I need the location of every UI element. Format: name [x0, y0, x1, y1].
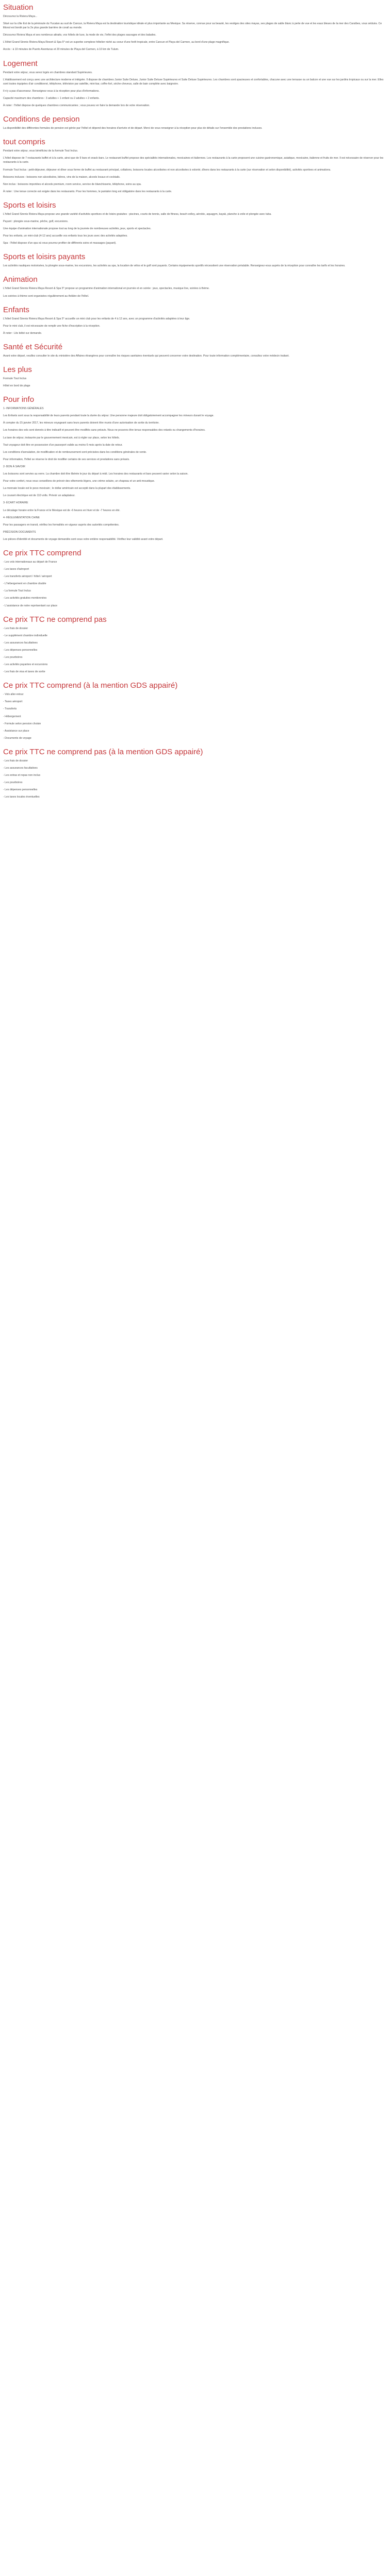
section-paragraph: 4- RÈGLEMENTATION CHINE [3, 516, 40, 519]
section-paragraph: À noter : l'hôtel dispose de quelques chambres communicantes ; vous pouvez en faire la demande lors de votre réservation. [3, 104, 150, 108]
section-paragraph: - La formule Tout Inclus [3, 589, 31, 593]
section-title: Ce prix TTC ne comprend pas (à la mention GDS appairé) [3, 747, 203, 756]
section-paragraph: - Les taxes d'aéroport [3, 568, 29, 571]
section-paragraph: Pour les passagers en transit, vérifiez les formalités en vigueur auprès des autorités compétentes. [3, 523, 120, 527]
section-paragraph: Tout voyageur doit être en possession d'un passeport valide au moins 6 mois après la date de retour. [3, 443, 123, 447]
section-paragraph: - Les vols internationaux au départ de France [3, 560, 57, 564]
section-paragraph: Les soirées à thème sont organisées régulièrement au théâtre de l'hôtel. [3, 294, 89, 298]
section-paragraph: Payant : plongée sous-marine, pêche, golf, excursions. [3, 219, 69, 223]
section-paragraph: - Les assurances facultatives [3, 641, 38, 645]
section-paragraph: Les boissons sont servies au verre. La chambre doit être libérée le jour du départ à midi. Les horaires des restaurants et bars peuvent varier selon la saison. [3, 472, 188, 476]
section-paragraph: - Les frais de dossier [3, 626, 28, 630]
section-paragraph: - Hébergement [3, 715, 21, 718]
section-paragraph: - Documents de voyage [3, 736, 31, 740]
section-paragraph: Accès : à 10 minutes de Puerto Aventuras et 20 minutes de Playa del Carmen, à 10 km de Tulum. [3, 48, 119, 52]
section-paragraph: Situé sur la côte Est de la péninsule du Yucatan au sud de Cancun, la Riviera Maya est la destination touristique idéale et plus importante au Mexique. Sa réserve, connue pour sa beauté, les vestiges des sites mayas, ses plages de sable blanc à perte de vue et les eaux bleues de la mer des Caraïbes, vous séduira. Ce littoral est bordé par la 2e plus grande barrière de corail au monde. [3, 22, 382, 30]
section-paragraph: - Les activités payantes et excursions [3, 663, 48, 667]
section-paragraph: Découvrez la Riviera Maya... [3, 15, 38, 18]
section-paragraph: Pendant votre séjour, vous serez logés en chambres standard Supérieures. [3, 71, 93, 74]
section-paragraph: 2- BON À SAVOIR [3, 465, 25, 468]
section-paragraph: - Vols aller-retour [3, 693, 24, 697]
section-paragraph: Pour information, l'hôtel se réserve le droit de modifier certains de ses services et prestations sans préavis. [3, 457, 130, 461]
section-title: Ce prix TTC comprend [3, 548, 82, 557]
section-title: Animation [3, 275, 38, 284]
section-paragraph: - Taxes aéroport [3, 700, 23, 704]
section-paragraph: - Les extras et repas non inclus [3, 774, 41, 777]
section-title: Santé et Sécurité [3, 342, 63, 351]
section-paragraph: PRÉCISION DOCUMENTS [3, 530, 36, 534]
section-title: Conditions de pension [3, 115, 80, 124]
section-title: Sports et loisirs [3, 200, 56, 210]
section-paragraph: Les horaires des vols sont donnés à titre indicatif et peuvent être modifiés sans préavis. Nous ne pouvons être tenus responsables des retards ou changements d'horaires. [3, 429, 206, 432]
section-title: Sports et loisirs payants [3, 252, 86, 262]
section-paragraph: Formule Tout Inclus : petit-déjeuner, déjeuner et dîner sous forme de buffet au restaurant principal, collations, boissons locales alcoolisées et non alcoolisées à volonté, dîners dans les restaurants à la carte (sur réservation et selon disponibilité), activités sportives et animations. [3, 168, 331, 172]
section-paragraph: L'établissement est conçu avec une architecture moderne et intégrée. Il dispose de chambres Junior Suite Deluxe, Junior Suite Deluxe Supérieures et Suite Deluxe Supérieures. Les chambres sont spacieuses et confortables, chacune avec une terrasse ou un balcon et une vue sur les jardins tropicaux ou sur la mer. Elles sont toutes équipées d'air conditionné, téléphone, télévision par satellite, mini-bar, coffre-fort, sèche-cheveux, salle de bain complète avec baignoire. [3, 78, 384, 86]
section-paragraph: - Assistance sur place [3, 729, 29, 733]
section-paragraph: Les conditions d'annulation, de modification et de remboursement sont précisées dans les conditions générales de vente. [3, 450, 147, 454]
section-paragraph: L'Hôtel Grand Sirenis Riviera Maya Resort & Spa 5* est un superbe complexe hôtelier niché au coeur d'une forêt tropicale, entre Cancun et Playa del Carmen, au bord d'une plage magnifique. [3, 41, 230, 44]
section-title: Logement [3, 59, 38, 68]
section-paragraph: L'hôtel Grand Sirenis Riviera Maya Resort & Spa 5* accueille un mini club pour les enfants de 4 à 12 ans, avec un programme d'activités adaptées à leur âge. [3, 317, 190, 320]
section-paragraph: - Les taxes locales éventuelles [3, 795, 40, 799]
section-paragraph: Spa : l'hôtel dispose d'un spa où vous pourrez profiter de différents soins et massages (payant). [3, 242, 117, 245]
section-paragraph: - L'assistance de notre représentant sur place [3, 604, 58, 607]
section-paragraph: L'hôtel Grand Sirenis Riviera Maya propose une grande variété d'activités sportives et de loisirs gratuites : piscines, courts de tennis, salle de fitness, beach-volley, aérobic, aquagym, kayak, planche à voile et plongée avec tuba. [3, 212, 272, 216]
section-title: Ce prix TTC comprend (à la mention GDS appairé) [3, 681, 178, 690]
section-paragraph: - Le supplément chambre individuelle [3, 634, 47, 637]
section-paragraph: - Les dépenses personnelles [3, 648, 38, 652]
section-paragraph: L'hôtel dispose de 7 restaurants buffet et à la carte, ainsi que de 9 bars et snack-bars. Le restaurant buffet propose des spécialités internationales, mexicaines et italiennes. Les restaurants à la carte proposent une cuisine gastronomique, asiatique, mexicaine, italienne et fruits de mer. Il est nécessaire de réserver pour les restaurants à la carte. [3, 157, 384, 164]
section-paragraph: Pour les enfants, un mini-club (4-12 ans) accueille vos enfants tous les jours avec des activités adaptées. [3, 234, 128, 238]
section-paragraph: - Les pourboires [3, 781, 23, 785]
section-paragraph: Formule Tout Inclus [3, 377, 27, 380]
section-paragraph: Les Enfants sont sous la responsabilité de leurs parents pendant toute la durée du séjour. Une personne majeure doit obligatoirement accompagner les mineurs durant le voyage. [3, 414, 214, 418]
section-paragraph: - Les activités gratuites mentionnées [3, 597, 47, 600]
section-title: Pour info [3, 395, 35, 404]
page [0, 0, 391, 800]
section-paragraph: - Les assurances facultatives [3, 767, 38, 770]
section-paragraph: Les activités nautiques motorisées, la plongée sous-marine, les excursions, les activités au spa, la location de vélos et le golf sont payants. Certains équipements sportifs nécessitent une réservation préalable. Renseignez-vous auprès de la réception pour connaître les tarifs et les horaires. [3, 264, 346, 268]
section-paragraph: Pour votre confort, nous vous conseillons de prévoir des vêtements légers, une crème solaire, un chapeau et un anti-moustique. [3, 480, 155, 483]
section-paragraph: - L'hébergement en chambre double [3, 582, 46, 586]
section-title: Situation [3, 3, 34, 12]
section-paragraph: Capacité maximum des chambres : 3 adultes + 1 enfant ou 2 adultes + 2 enfants. [3, 96, 100, 100]
section-paragraph: - Les frais de dossier [3, 759, 28, 762]
section-paragraph: - Les pourboires [3, 656, 23, 659]
section-paragraph: La taxe de séjour, instaurée par le gouvernement mexicain, est à régler sur place, selon les hôtels. [3, 436, 120, 439]
section-paragraph: Boissons incluses : boissons non alcoolisées, bières, vins de la maison, alcools locaux et cocktails. [3, 175, 121, 179]
section-paragraph: Non inclus : boissons importées et alcools premium, room service, service de blanchisserie, téléphone, soins au spa. [3, 182, 142, 186]
section-paragraph: La disponibilité des différentes formules de pension est gérée par l'hôtel et dépend des horaires d'arrivée et de départ. Merci de vous renseigner à la réception pour plus de détails sur l'ensemble des prestations incluses. [3, 127, 263, 130]
section-paragraph: Pour le mini club, il est nécessaire de remplir une fiche d'inscription à la réception. [3, 324, 101, 328]
section-paragraph: Découvrez Riviera Maya et ses nombreux attraits, vos hôtels de luxe, la mode de vie, l'infini des plages sauvages et des balades. [3, 33, 156, 37]
section-paragraph: Hôtel en bord de plage [3, 384, 30, 388]
section-paragraph: À compter du 15 janvier 2017, les mineurs voyageant sans leurs parents doivent être munis d'une autorisation de sortie du territoire. [3, 421, 159, 425]
section-paragraph: Pendant votre séjour, vous bénéficiez de la formule Tout Inclus. [3, 149, 78, 153]
section-paragraph: - Les frais de visa et taxes de sortie [3, 670, 45, 674]
section-paragraph: - Les transferts aéroport / hôtel / aéroport [3, 575, 52, 579]
section-title: Ce prix TTC ne comprend pas [3, 615, 107, 624]
section-paragraph: - Formule selon pension choisie [3, 722, 41, 725]
section-paragraph: Le décalage horaire entre la France et le Mexique est de -6 heures en hiver et de -7 heures en été. [3, 509, 120, 512]
section-paragraph: La monnaie locale est le peso mexicain ; le dollar américain est accepté dans la plupart des établissements. [3, 487, 131, 490]
section-paragraph: Les pièces d'identité et documents de voyage demandés sont sous votre entière responsabilité. Vérifiez leur validité avant votre départ. [3, 537, 164, 541]
section-paragraph: Une équipe d'animation internationale propose tout au long de la journée de nombreuses activités, jeux, sports et spectacles. [3, 227, 152, 231]
section-title: Les plus [3, 365, 32, 374]
section-title: Enfants [3, 305, 29, 314]
section-paragraph: Il n'y a pas d'ascenseur. Renseignez-vous à la réception pour plus d'informations. [3, 89, 100, 93]
section-paragraph: 3- ÉCART HORAIRE [3, 501, 28, 505]
section-paragraph: À noter : Une tenue correcte est exigée dans les restaurants. Pour les hommes, le pantalon long est obligatoire dans les restaurants à la carte. [3, 190, 172, 193]
section-paragraph: - Les dépenses personnelles [3, 788, 38, 792]
section-paragraph: Le courant électrique est de 110 volts. Prévoir un adaptateur. [3, 494, 75, 498]
section-paragraph: L'hôtel Grand Sirenis Riviera Maya Resort & Spa 5* propose un programme d'animation international en journée et en soirée : jeux, spectacles, musique live, soirées à thème. [3, 287, 210, 291]
section-paragraph: - Transferts [3, 707, 17, 711]
section-title: tout compris [3, 138, 45, 147]
section-paragraph: Avant votre départ, veuillez consulter le site du ministère des Affaires étrangères pour connaître les risques sanitaires éventuels qui peuvent concerner votre destination. Pour toute information complémentaire, consultez votre médecin traitant. [3, 354, 289, 358]
section-paragraph: À noter : Lits bébé sur demande. [3, 331, 42, 335]
section-paragraph: 1- INFORMATIONS GÉNÉRALES [3, 407, 44, 411]
